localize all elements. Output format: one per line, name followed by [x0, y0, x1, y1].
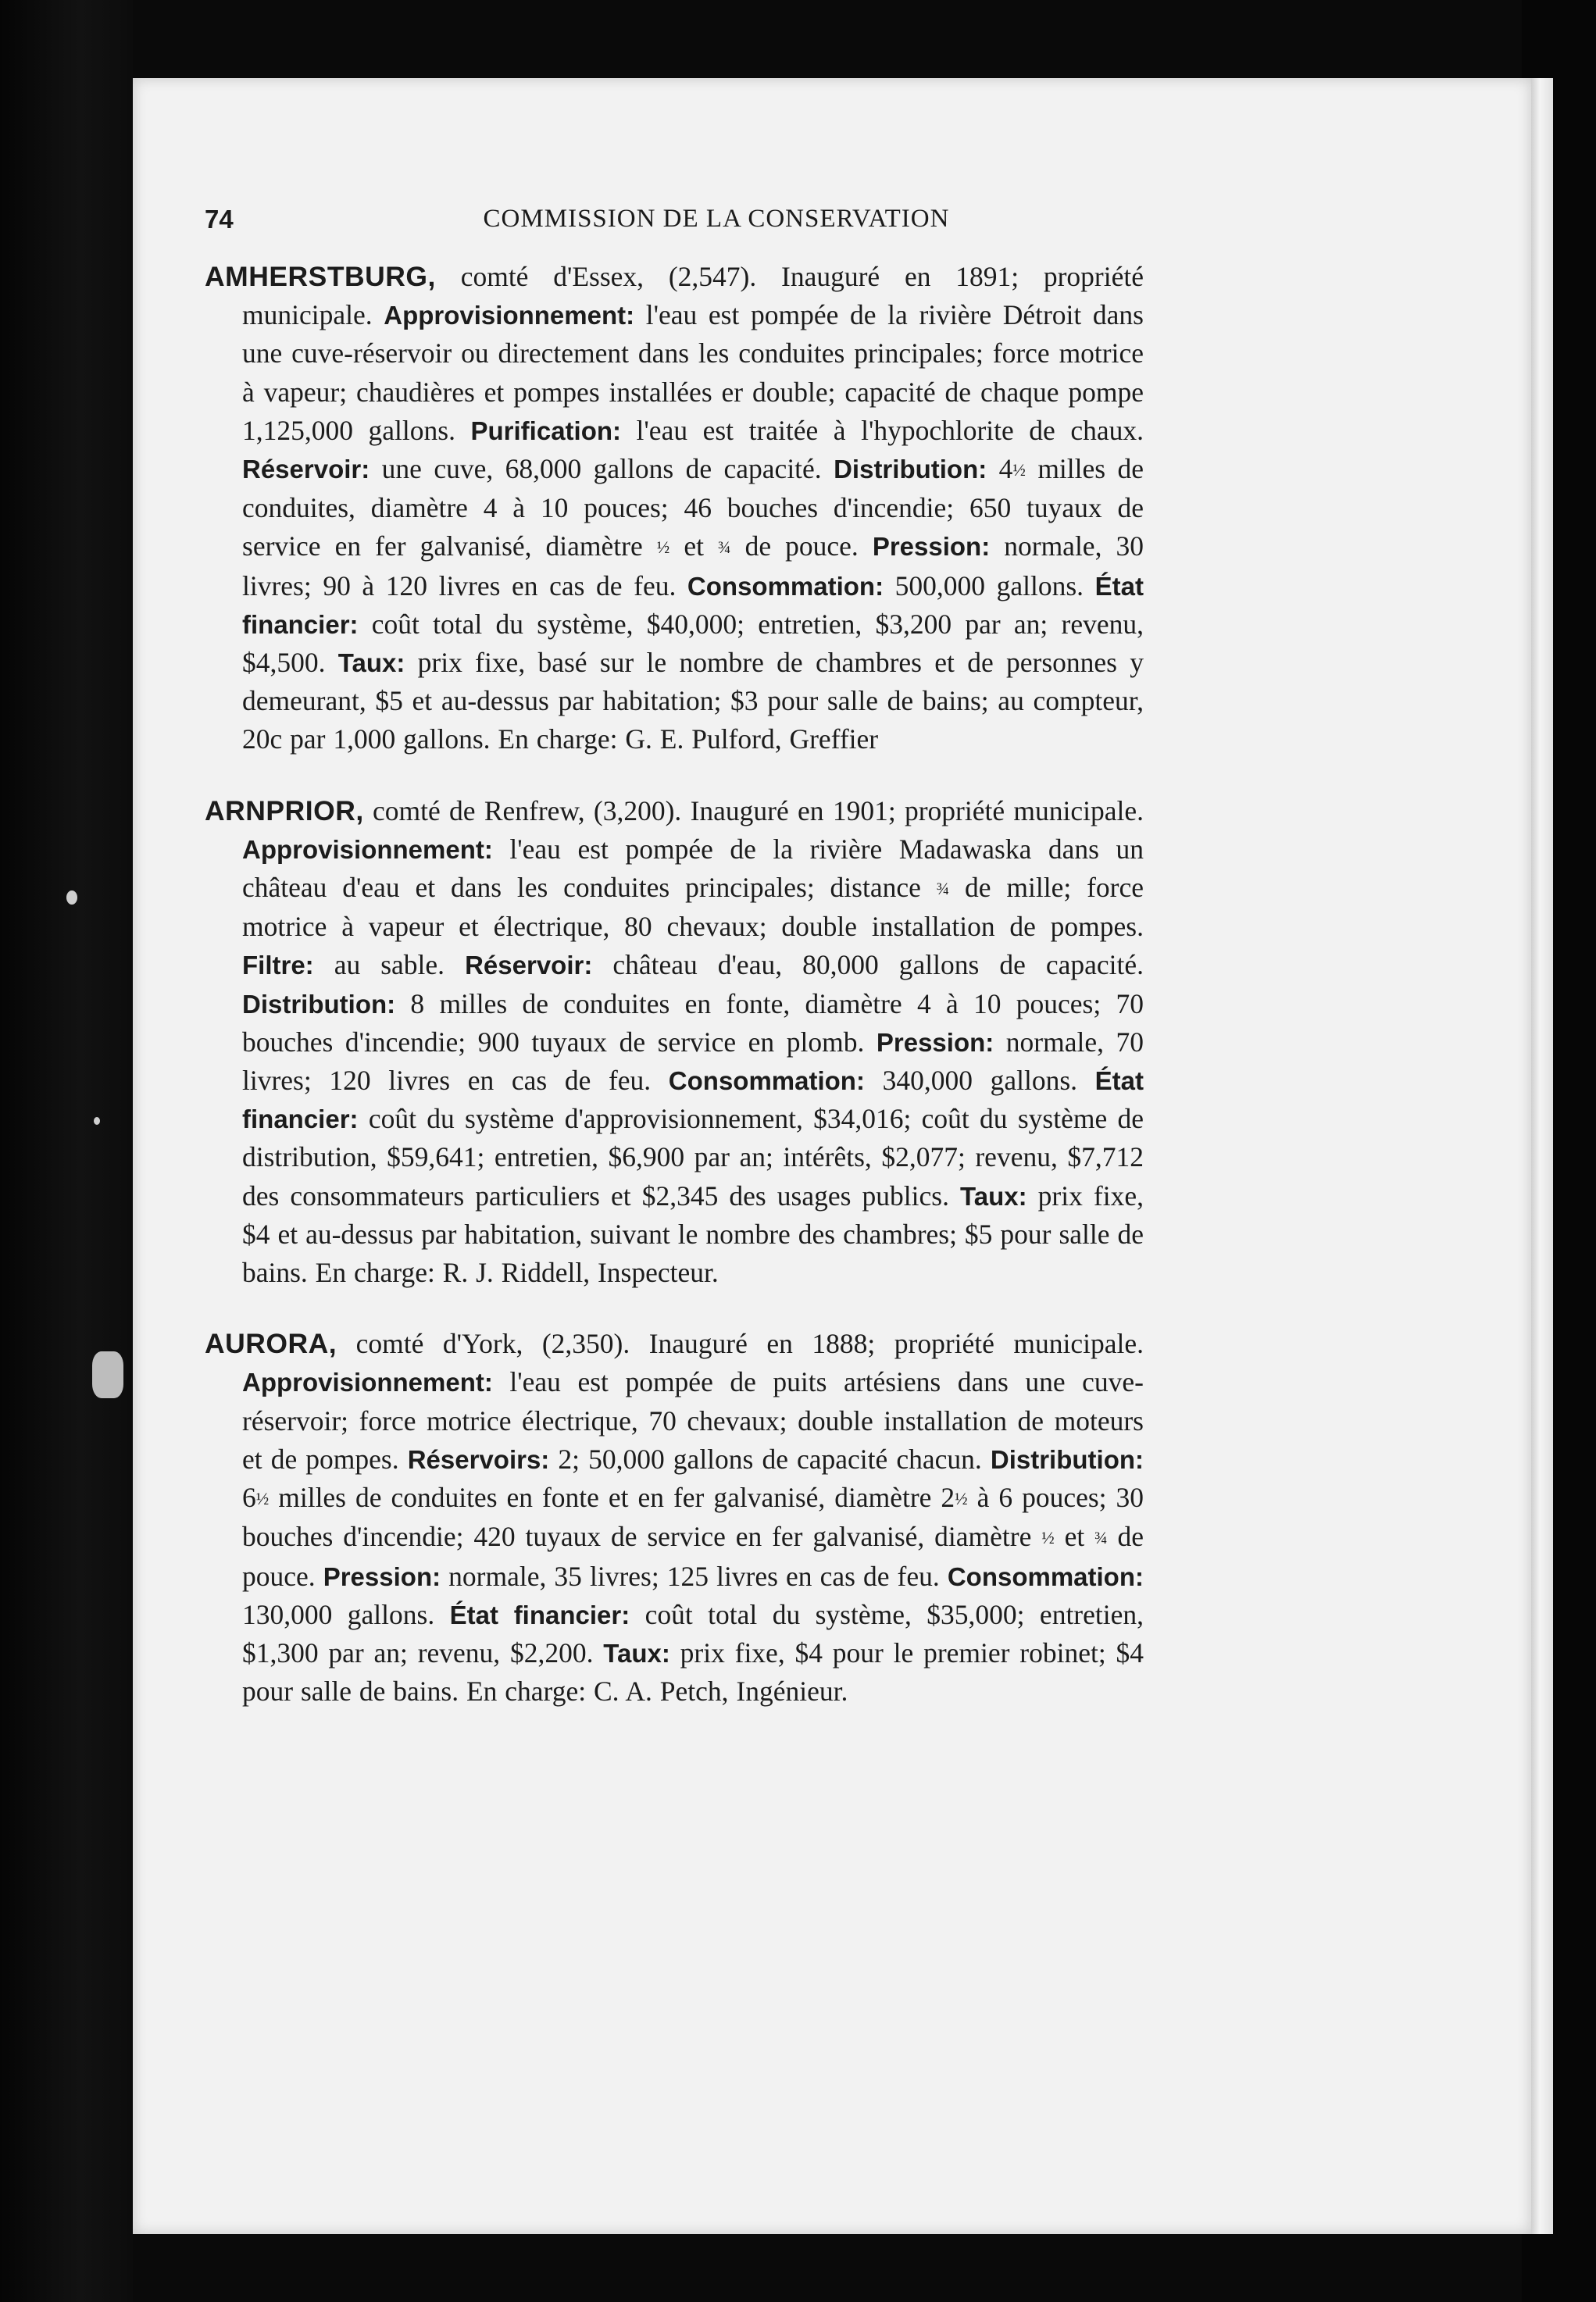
entry-text: de pouce. [730, 530, 873, 562]
entry-text: 6 [242, 1482, 256, 1514]
entry-text: l'eau est pompée de puits artésiens dans une cuve-réservoir; force motrice électrique, 70 chevaux; double installation de moteurs et de pompes. [242, 1366, 1144, 1475]
entry-text: 130,000 gallons. [242, 1598, 450, 1630]
running-head: COMMISSION DE LA CONSERVATION [483, 205, 950, 233]
field-label: Taux: [603, 1638, 670, 1668]
entry-text: et [1054, 1521, 1095, 1553]
entry-body [242, 1328, 1144, 1707]
entry-text: milles de conduites en fonte et en fer galvanisé, diamètre 2 [269, 1482, 955, 1514]
fraction: ¾ [718, 537, 731, 558]
entry-body [242, 261, 1144, 755]
field-label: Approvisionnement: [242, 1368, 493, 1397]
field-label: Approvisionnement: [242, 834, 493, 864]
entry-text: coût total du système, $40,000; entretien, $3,200 par an; revenu, $4,500. [242, 608, 1144, 679]
entry-text: milles de conduites, diamètre 4 à 10 pouces; 46 bouches d'incendie; 650 tuyaux de service en fer galvanisé, diamètre [242, 453, 1144, 562]
entry-text: 4 [987, 453, 1013, 485]
scan-border-left [0, 0, 133, 2302]
entry-text: normale, 70 livres; 120 livres en cas de feu. [242, 1026, 1144, 1097]
fraction: ½ [955, 1489, 968, 1509]
fraction: ½ [255, 1489, 270, 1509]
entry-text: château d'eau, 80,000 gallons de capacité. [592, 949, 1144, 981]
entry-text: l'eau est traitée à l'hypochlorite de chaux. [621, 414, 1144, 446]
entry-text: prix fixe, $4 pour le premier robinet; $4 pour salle de bains. En charge: C. A. Petch, Ingénieur. [242, 1636, 1144, 1708]
fraction: ½ [1012, 460, 1026, 480]
field-label: Taux: [337, 648, 405, 678]
field-label: Pression: [876, 1027, 994, 1057]
field-label: État financier: [242, 571, 1144, 639]
field-label: État financier: [242, 1066, 1144, 1134]
entry-text: prix fixe, basé sur le nombre de chambres et de personnes y demeurant, $5 et au-dessus par habitation; $3 pour salle de bains; au compteur, 20c par 1,000 gallons. En charge: G. E. Pulford, Greffier [242, 647, 1144, 755]
entry-text: comté d'Essex, (2,547). Inauguré en 1891; propriété municipale. [242, 261, 1144, 331]
field-label: Approvisionnement: [384, 301, 635, 330]
field-label: Distribution: [990, 1444, 1144, 1474]
page-content [205, 258, 1144, 1743]
entry-text: coût du système d'approvisionnement, $34,016; coût du système de distribution, $59,641; entretien, $6,900 par an; intérêts, $2,077; revenu, $7,712 des consommateurs particuliers et $2,345 des usages publics. [242, 1103, 1144, 1212]
entry-text: de pouce. [242, 1521, 1144, 1592]
page-number: 74 [205, 205, 234, 234]
entry-arnprior [205, 792, 1144, 1293]
field-label: Consommation: [947, 1561, 1144, 1591]
entry-title: AMHERSTBURG, [205, 261, 436, 292]
field-label: Consommation: [668, 1066, 865, 1096]
entry-text: au sable. [313, 949, 466, 981]
field-label: Purification: [470, 416, 622, 445]
entry-aurora [205, 1325, 1144, 1711]
field-label: Consommation: [687, 571, 884, 601]
entry-text: normale, 35 livres; 125 livres en cas de feu. [441, 1560, 948, 1592]
page-header [205, 205, 1126, 244]
fraction: ¾ [936, 879, 950, 899]
field-label: État financier: [449, 1600, 630, 1629]
field-label: Réservoir: [242, 455, 370, 484]
field-label: Distribution: [242, 989, 396, 1019]
entry-text: comté de Renfrew, (3,200). Inauguré en 1901; propriété municipale. [363, 794, 1144, 826]
facing-page-edge [1531, 78, 1553, 2234]
fraction: ½ [656, 537, 670, 558]
field-label: Distribution: [834, 455, 987, 484]
entry-text: et [669, 530, 719, 562]
entry-amherstburg [205, 258, 1144, 759]
entry-text: 340,000 gallons. [864, 1065, 1095, 1097]
entry-text: comté d'York, (2,350). Inauguré en 1888; propriété municipale. [337, 1328, 1144, 1360]
field-label: Pression: [323, 1561, 441, 1591]
entry-text: à 6 pouces; 30 bouches d'incendie; 420 tuyaux de service en fer galvanisé, diamètre [242, 1482, 1144, 1553]
entry-text: normale, 30 livres; 90 à 120 livres en cas de feu. [242, 530, 1144, 601]
field-label: Pression: [872, 532, 991, 562]
entry-text: l'eau est pompée de la rivière Détroit dans une cuve-réservoir ou directement dans les conduites principales; force motrice à vapeur; chaudières et pompes installées er double; capacité de chaque pompe 1,125,000 gallons. [242, 299, 1144, 446]
fraction: ¾ [1094, 1528, 1108, 1548]
entry-text: de mille; force motrice à vapeur et électrique, 80 chevaux; double installation de pompes. [242, 872, 1144, 943]
field-label: Réservoirs: [407, 1444, 550, 1474]
field-label: Réservoir: [465, 951, 593, 980]
entry-text: 500,000 gallons. [884, 569, 1095, 601]
entry-title: ARNPRIOR, [205, 794, 364, 826]
entry-text: 2; 50,000 gallons de capacité chacun. [549, 1443, 991, 1475]
fraction: ½ [1041, 1528, 1055, 1548]
entry-body [242, 795, 1144, 1288]
entry-title: AURORA, [205, 1328, 337, 1360]
scan-speck [66, 890, 77, 905]
entry-text: une cuve, 68,000 gallons de capacité. [370, 453, 834, 485]
field-label: Filtre: [242, 951, 314, 980]
scan-speck [94, 1117, 100, 1125]
scan-speck [92, 1351, 123, 1398]
entry-text: 8 milles de conduites en fonte, diamètre 4 à 10 pouces; 70 bouches d'incendie; 900 tuyaux de service en plomb. [242, 987, 1144, 1058]
entry-text: coût total du système, $35,000; entretien, $1,300 par an; revenu, $2,200. [242, 1598, 1144, 1669]
entry-text: prix fixe, $4 et au-dessus par habitation, suivant le nombre des chambres; $5 pour salle de bains. En charge: R. J. Riddell, Inspecteur. [242, 1180, 1144, 1289]
entry-text: l'eau est pompée de la rivière Madawaska dans un château d'eau et dans les conduites principales; distance [242, 833, 1144, 904]
field-label: Taux: [960, 1181, 1027, 1211]
